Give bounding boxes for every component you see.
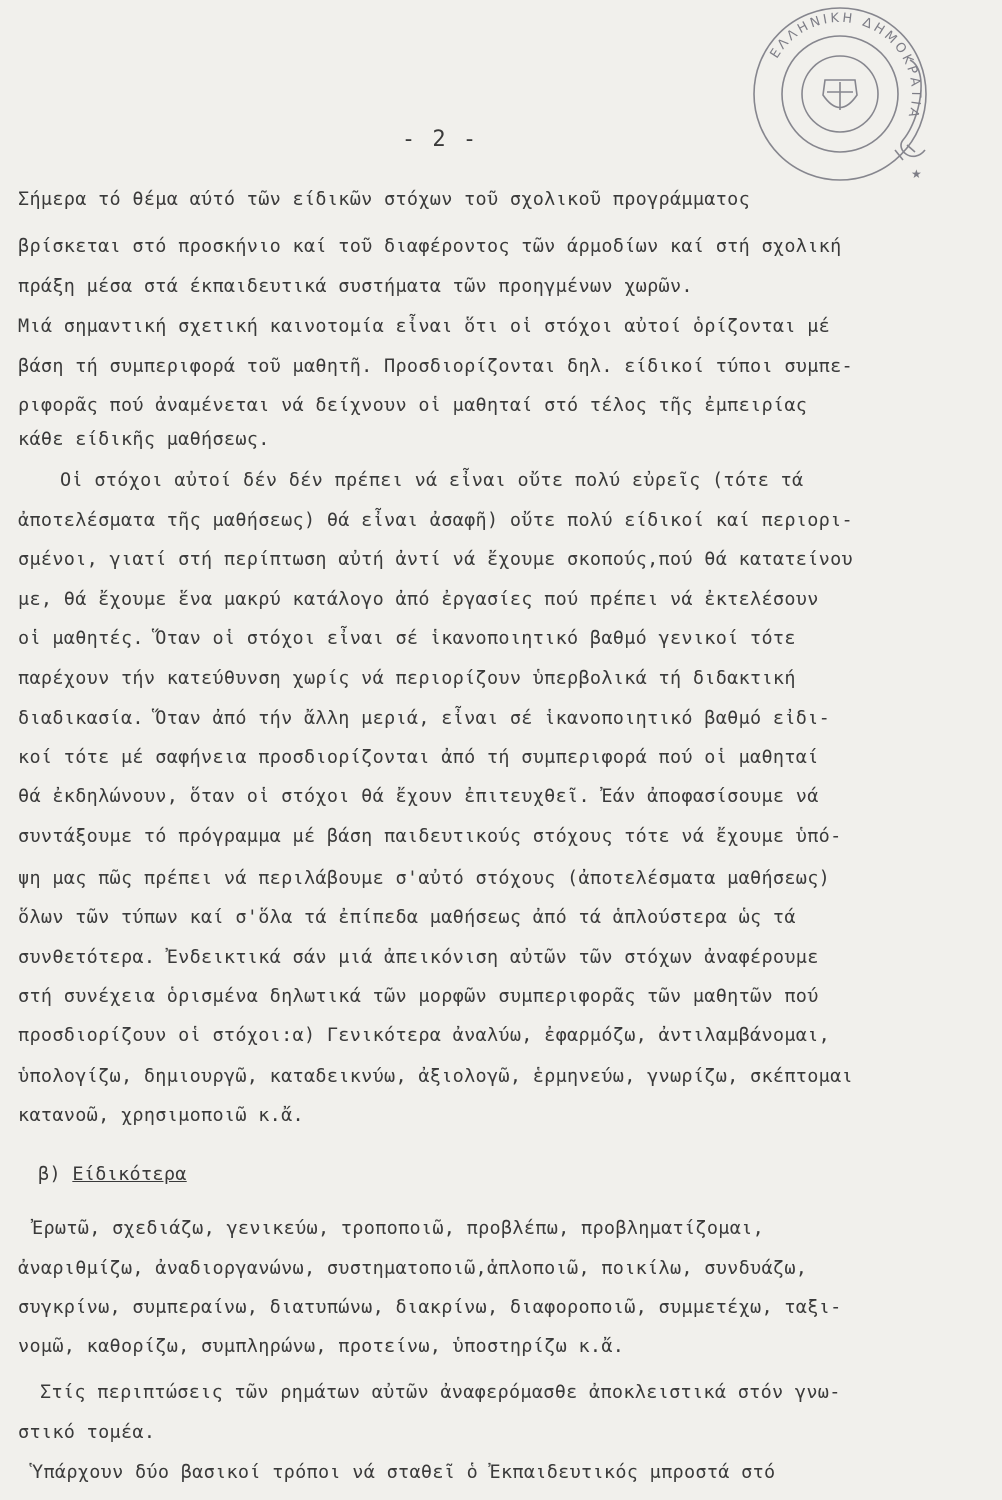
svg-text:★: ★ <box>911 167 922 181</box>
body-line-2: βρίσκεται στό προσκήνιο καί τοῦ διαφέροντος τῶν άρμοδίων καί στή σχολική <box>18 236 842 257</box>
body-line-25: Ἐρωτῶ, σχεδιάζω, γενικεύω, τροποποιῶ, προβλέπω, προβληματίζομαι, <box>32 1218 765 1239</box>
svg-text:ΕΛΛΗΝΙΚΗ ΔΗΜΟΚΡΑΤΙΑ <box>768 11 924 122</box>
body-line-28: νομῶ, καθορίζω, συμπληρώνω, προτείνω, ὑποστηρίζω κ.ἄ. <box>18 1336 625 1357</box>
body-line-3: πράξη μέσα στά έκπαιδευτικά συστήματα τῶν προηγμένων χωρῶν. <box>18 276 693 297</box>
stamp-ring-text: ΕΛΛΗΝΙΚΗ ΔΗΜΟΚΡΑΤΙΑ <box>767 10 924 122</box>
body-line-20: συνθετότερα. Ἐνδεικτικά σάν μιά ἀπεικόνιση αὐτῶν τῶν στόχων ἀναφέρουμε <box>18 947 819 968</box>
body-line-4: Μιά σημαντική σχετική καινοτομία εἶναι ὅτι οἱ στόχοι αὐτοί ὁρίζονται μέ <box>18 316 831 337</box>
body-line-23: ὑπολογίζω, δημιουργῶ, καταδεικνύω, ἀξιολογῶ, ἑρμηνεύω, γνωρίζω, σκέπτομαι <box>18 1066 853 1087</box>
subheading <box>38 1163 998 1187</box>
body-line-18: ψη μας πῶς πρέπει νά περιλάβουμε σ'αὐτό στόχους (ἀποτελέσματα μαθήσεως) <box>18 868 831 889</box>
body-line-13: παρέχουν τήν κατεύθυνση χωρίς νά περιορίζουν ὑπερβολικά τή διδακτική <box>18 668 796 689</box>
subheading-text: Είδικότερα <box>72 1164 187 1185</box>
body-line-24: κατανοῶ, χρησιμοποιῶ κ.ἄ. <box>18 1105 304 1126</box>
body-line-10: σμένοι, γιατί στή περίπτωση αὐτή ἀντί νά ἔχουμε σκοπούς,πού θά κατατείνου <box>18 549 853 570</box>
body-line-16: θά ἐκδηλώνουν, ὅταν οἱ στόχοι θά ἔχουν ἐπιτευχθεῖ. Ἐάν ἀποφασίσουμε νά <box>18 786 819 807</box>
subheading-prefix: β) <box>38 1164 73 1185</box>
body-line-14: διαδικασία. Ὅταν ἀπό τήν ἄλλη μεριά, εἶναι σέ ἱκανοποιητικό βαθμό εἰδι- <box>18 708 831 729</box>
body-line-26: ἀναριθμίζω, ἀναδιοργανώνω, συστηματοποιῶ,ἁπλοποιῶ, ποικίλω, συνδυάζω, <box>18 1258 808 1279</box>
official-stamp <box>735 0 945 190</box>
body-line-15: κοί τότε μέ σαφήνεια προσδιορίζονται ἀπό τή συμπεριφορά πού οἱ μαθηταί <box>18 747 819 768</box>
body-line-5: βάση τή συμπεριφορά τοῦ μαθητῆ. Προσδιορίζονται δηλ. είδικοί τύποι συμπε- <box>18 356 853 377</box>
body-line-9: ἀποτελέσματα τῆς μαθήσεως) θά εἶναι ἀσαφῆ) οὔτε πολύ είδικοί καί περιορι- <box>18 510 853 531</box>
body-line-30: στικό τομέα. <box>18 1422 156 1443</box>
body-line-11: με, θά ἔχουμε ἕνα μακρύ κατάλογο ἀπό ἐργασίες πού πρέπει νά ἐκτελέσουν <box>18 589 819 610</box>
page-number: - 2 - <box>401 127 479 152</box>
body-line-29: Στίς περιπτώσεις τῶν ρημάτων αὐτῶν ἀναφερόμασθε ἀποκλειστικά στόν γνω- <box>40 1382 841 1403</box>
body-line-31: Ὑπάρχουν δύο βασικοί τρόποι νά σταθεῖ ὁ Ἐκπαιδευτικός μπροστά στό <box>32 1462 776 1483</box>
body-line-12: οἱ μαθητές. Ὅταν οἱ στόχοι εἶναι σέ ἱκανοποιητικό βαθμό γενικοί τότε <box>18 628 796 649</box>
body-line-7: κάθε είδικῆς μαθήσεως. <box>18 429 270 450</box>
body-line-17: συντάξουμε τό πρόγραμμα μέ βάση παιδευτικούς στόχους τότε νά ἔχουμε ὑπό- <box>18 826 842 847</box>
body-line-27: συγκρίνω, συμπεραίνω, διατυπώνω, διακρίνω, διαφοροποιῶ, συμμετέχω, ταξι- <box>18 1297 842 1318</box>
body-line-6: ριφορᾶς πού ἀναμένεται νά δείχνουν οἱ μαθηταί στό τέλος τῆς ἐμπειρίας <box>18 395 808 416</box>
body-line-8: Οἱ στόχοι αὐτοί δέν δέν πρέπει νά εἶναι οὔτε πολύ εὐρεῖς (τότε τά <box>60 470 804 491</box>
body-line-19: ὅλων τῶν τύπων καί σ'ὅλα τά ἐπίπεδα μαθήσεως ἀπό τά ἁπλούστερα ὡς τά <box>18 907 796 928</box>
body-line-1: Σήμερα τό θέμα αύτό τῶν είδικῶν στόχων τοῦ σχολικοῦ προγράμματος <box>18 189 751 210</box>
body-line-22: προσδιορίζουν οἱ στόχοι:α) Γενικότερα ἀναλύω, ἐφαρμόζω, ἀντιλαμβάνομαι, <box>18 1025 831 1046</box>
body-line-21: στή συνέχεια ὁρισμένα δηλωτικά τῶν μορφῶν συμπεριφορᾶς τῶν μαθητῶν πού <box>18 986 819 1007</box>
